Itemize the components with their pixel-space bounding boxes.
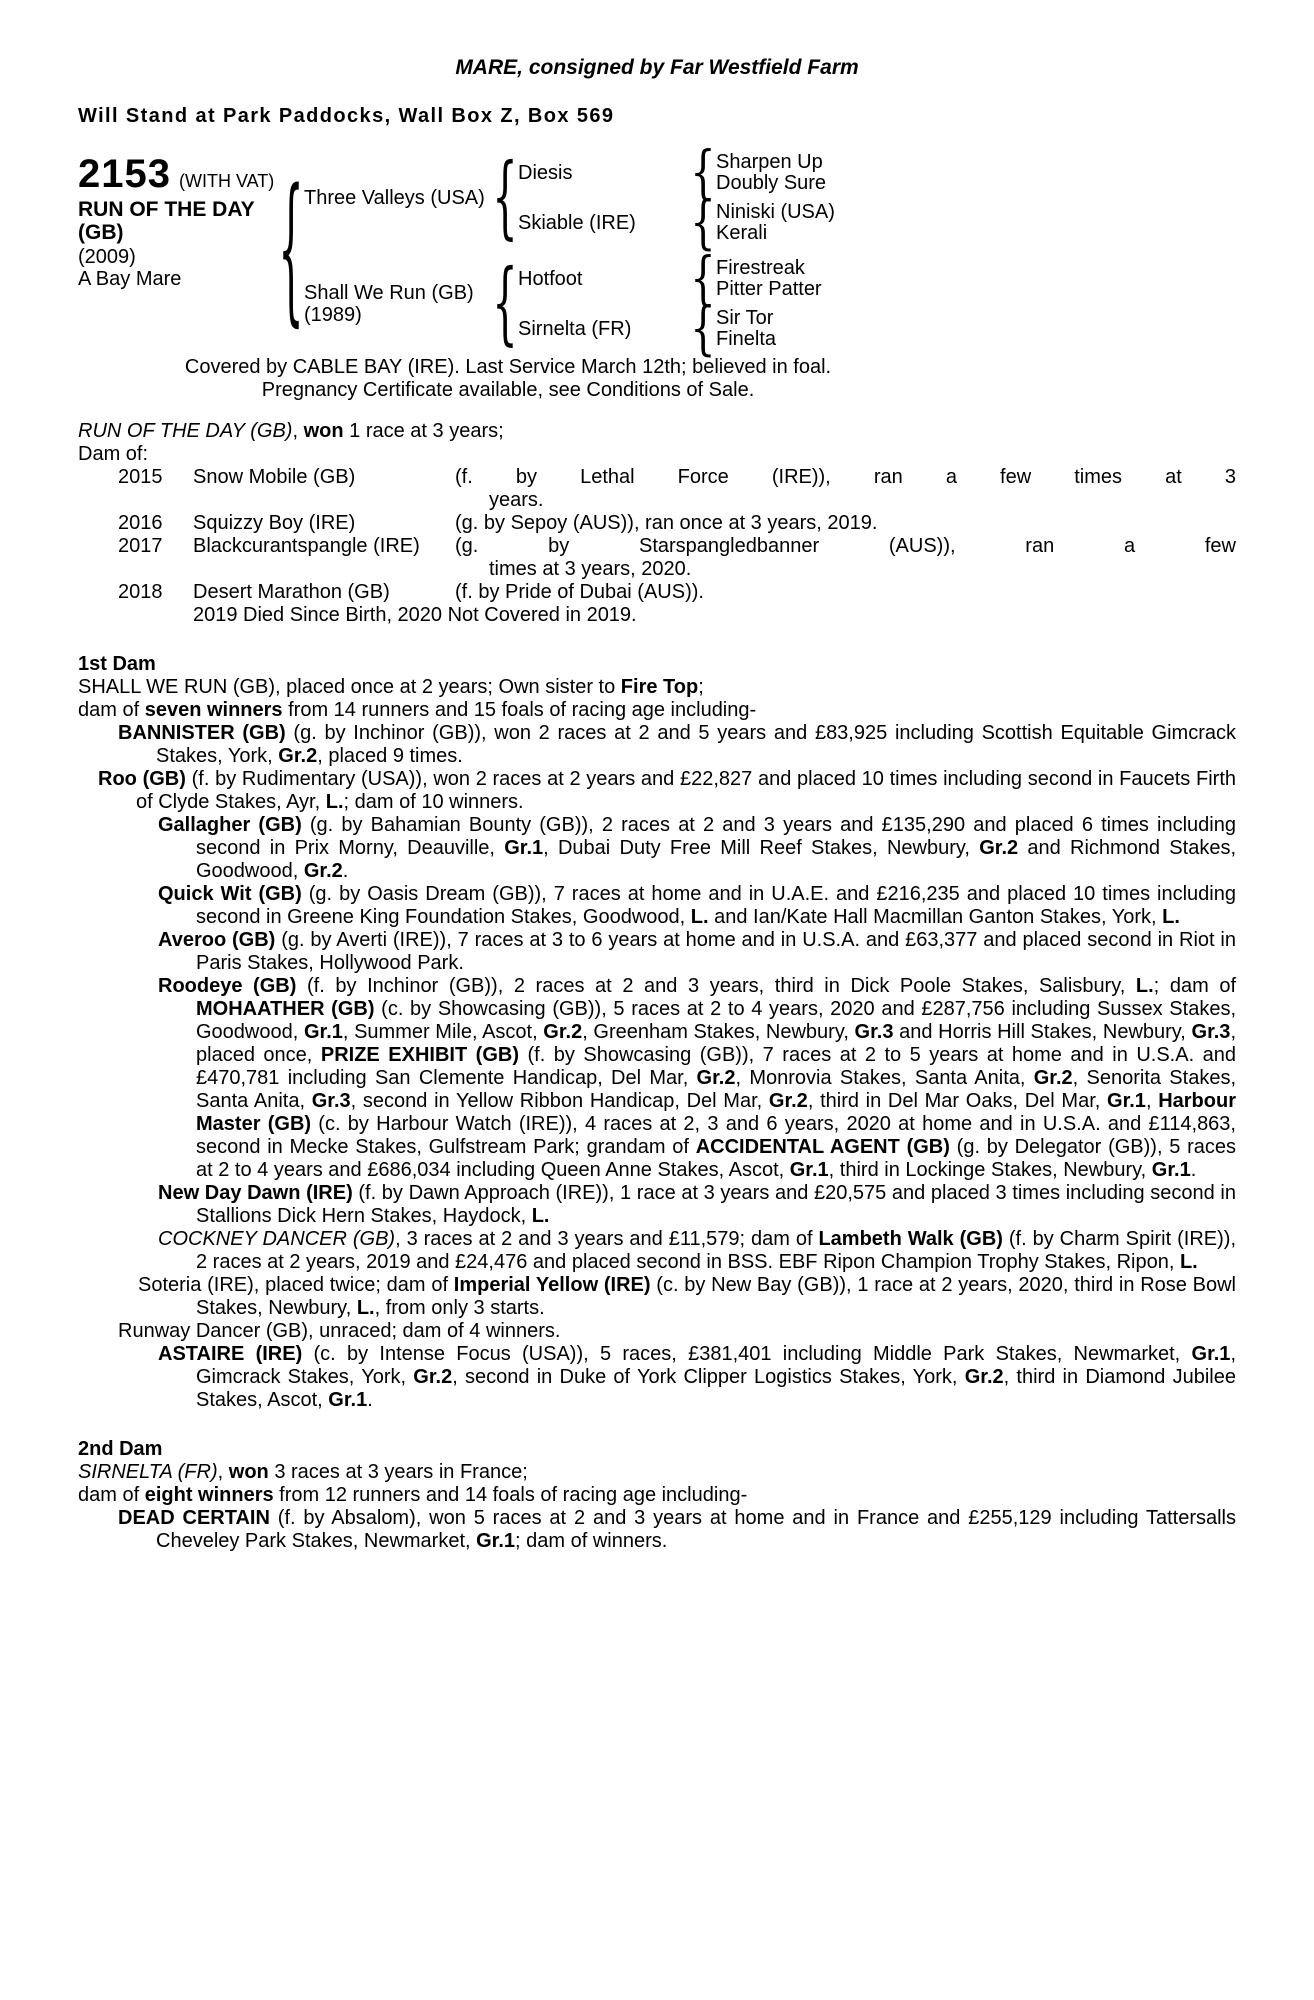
produce-desc-line: (g. by Starspangledbanner (AUS)), ran a few (455, 535, 1236, 557)
produce-name: Snow Mobile (GB) (193, 466, 356, 488)
text-segment: L. (325, 791, 344, 813)
first-dam-section (78, 653, 1236, 1412)
text-segment: L. (1179, 1251, 1198, 1273)
text-segment: SHALL WE RUN (GB), placed once at 2 years; Own sister to (78, 676, 621, 698)
dam-sire-row (518, 245, 1236, 313)
produce-row (118, 512, 1236, 535)
lot-info (78, 152, 278, 350)
text-segment: , Gimcrack Stakes, York, (196, 1343, 1236, 1388)
horse-name-line1: RUN OF THE DAY (78, 198, 255, 221)
dam-name (304, 282, 492, 326)
text-segment: , (1145, 1090, 1159, 1112)
text-segment: ; dam of 10 winners. (343, 791, 524, 813)
catalogue-paragraph (78, 929, 1236, 975)
produce-desc-line: (g. by Sepoy (AUS)), ran once at 3 years, 2019. (455, 512, 878, 534)
produce-name: Blackcurantspangle (IRE) (193, 535, 420, 557)
great-granddam: Finelta (716, 328, 777, 350)
text-segment: , (217, 1461, 229, 1483)
text-segment: Lambeth Walk (GB) (818, 1228, 1003, 1250)
first-dam-heading: 1st Dam (78, 653, 156, 675)
text-segment: (f. by Showcasing (GB)), 7 races at 2 to 5 years at home and in U.S.A. and £470,781 including San Clemente Handicap, Del Mar, (196, 1044, 1237, 1089)
text-segment: from 12 runners and 14 foals of racing age including- (273, 1484, 748, 1506)
brace-sire-sire: { (690, 139, 716, 207)
text-segment: , third in Diamond Jubilee Stakes, Ascot, (196, 1366, 1236, 1411)
catalogue-paragraph (78, 722, 1236, 768)
text-segment: , third in Del Mar Oaks, Del Mar, (807, 1090, 1108, 1112)
produce-desc (455, 535, 1236, 581)
sire-row (304, 139, 1236, 257)
second-dam-heading: 2nd Dam (78, 1438, 163, 1460)
dam-of-label: Dam of: (78, 443, 149, 465)
text-segment: . (342, 860, 349, 882)
catalogue-paragraph (78, 1274, 1236, 1320)
text-segment: (f. by Rudimentary (USA)), won 2 races at 2 years and £22,827 and placed 10 times including second in Faucets Firth of Clyde Stakes, Ayr, (136, 768, 1236, 813)
text-segment: RUN OF THE DAY (GB) (78, 420, 293, 442)
text-segment: ; (698, 676, 704, 698)
text-segment: 3 races at 3 years in France; (268, 1461, 528, 1483)
brace-dam-sire: { (690, 245, 716, 313)
produce-year: 2015 (118, 466, 163, 488)
text-segment: BANNISTER (GB) (118, 722, 286, 744)
text-segment: Roo (GB) (98, 768, 186, 790)
great-granddam: Pitter Patter (716, 278, 822, 300)
foaling-year: (2009) (78, 246, 136, 268)
sire-dam-row (518, 189, 1236, 257)
text-segment: Harbour Master (GB) (196, 1090, 1236, 1135)
text-segment: Gr.2 (768, 1090, 808, 1112)
sire-sire-parents (716, 152, 1236, 194)
catalogue-paragraph (78, 883, 1236, 929)
text-segment: (c. by Intense Focus (USA)), 5 races, £381,401 including Middle Park Stakes, Newmarket, (302, 1343, 1192, 1365)
produce-desc (455, 512, 1236, 535)
brace-dam-parents: { (492, 252, 518, 356)
covering-line1: Covered by CABLE BAY (IRE). Last Service March 12th; believed in foal. (184, 356, 832, 378)
text-segment: , Monrovia Stakes, Santa Anita, (735, 1067, 1034, 1089)
text-segment: , Senorita Stakes, Santa Anita, (196, 1067, 1236, 1112)
text-segment: Gr.1 (328, 1389, 368, 1411)
text-segment: L. (690, 906, 709, 928)
race-record (78, 420, 1236, 627)
text-segment: eight winners (144, 1484, 274, 1506)
text-segment: ASTAIRE (IRE) (158, 1343, 303, 1365)
text-segment: Gr.2 (964, 1366, 1004, 1388)
produce-desc (455, 581, 1236, 604)
text-segment: and Richmond Stakes, Goodwood, (196, 837, 1236, 882)
text-segment: Gr.2 (696, 1067, 736, 1089)
text-segment: (f. by Dawn Approach (IRE)), 1 race at 3 years and £20,575 and placed 3 times including second in Stallions Dick Hern Stakes, Haydock, (196, 1182, 1236, 1227)
text-segment: 1 race at 3 years; (343, 420, 504, 442)
text-segment: won (303, 420, 344, 442)
text-segment: won (228, 1461, 269, 1483)
text-segment: . (367, 1389, 373, 1411)
sire-sire-name: Diesis (518, 162, 573, 184)
text-segment: Gr.1 (476, 1530, 516, 1552)
dam-dam-row (518, 295, 1236, 363)
text-segment: New Day Dawn (IRE) (158, 1182, 353, 1204)
text-segment: Gr.1 (1107, 1090, 1146, 1112)
catalogue-paragraph (78, 1182, 1236, 1228)
consignment-title: MARE, consigned by Far Westfield Farm (455, 56, 859, 79)
sire-name: Three Valleys (USA) (304, 187, 485, 209)
text-segment: (g. by Oasis Dream (GB)), 7 races at home and in U.A.E. and £216,235 and placed 10 times including second in Greene King Foundation Stakes, Goodwood, (196, 883, 1236, 928)
text-segment: (g. by Inchinor (GB)), won 2 races at 2 and 5 years and £83,925 including Scottish Equitable Gimcrack Stakes, York, (156, 722, 1236, 767)
text-segment: (f. by Inchinor (GB)), 2 races at 2 and 3 years, third in Dick Poole Stakes, Salisbury, (296, 975, 1136, 997)
catalogue-paragraph (78, 1461, 1236, 1484)
great-granddam: Doubly Sure (716, 172, 827, 194)
dam-sire-name: Hotfoot (518, 268, 583, 290)
produce-name: Squizzy Boy (IRE) (193, 512, 356, 534)
text-segment: ACCIDENTAL AGENT (GB) (695, 1136, 950, 1158)
horse-description: A Bay Mare (78, 268, 182, 290)
produce-name: Desert Marathon (GB) (193, 581, 390, 603)
text-segment: SIRNELTA (FR) (78, 1461, 218, 1483)
text-segment: MOHAATHER (GB) (196, 998, 375, 1020)
produce-record (78, 466, 1236, 604)
second-dam-section (78, 1438, 1236, 1553)
text-segment: L. (531, 1205, 550, 1227)
produce-desc-line: (f. by Lethal Force (IRE)), ran a few times at 3 (455, 466, 1236, 488)
text-segment: Gr.2 (303, 860, 343, 882)
text-segment: PRIZE EXHIBIT (GB) (320, 1044, 519, 1066)
text-segment: L. (1162, 906, 1180, 928)
text-segment: Gr.2 (278, 745, 318, 767)
text-segment: Gr.2 (413, 1366, 453, 1388)
sire-grandparents (518, 139, 1236, 257)
text-segment: L. (356, 1297, 375, 1319)
lot-line (78, 154, 278, 194)
horse-name-line2: (GB) (78, 221, 124, 244)
stand-location: Will Stand at Park Paddocks, Wall Box Z, Box 569 (78, 105, 615, 127)
catalogue-paragraph (78, 1343, 1236, 1412)
covering-note (78, 356, 938, 402)
sire-dam-parents (716, 202, 1236, 244)
text-segment: Gr.1 (1151, 1159, 1191, 1181)
produce-desc-line: times at 3 years, 2020. (489, 558, 692, 580)
great-grandsire: Sharpen Up (716, 151, 823, 173)
text-segment: Gr.3 (1191, 1021, 1231, 1043)
catalogue-paragraph (78, 768, 1236, 814)
text-segment: (f. by Absalom), won 5 races at 2 and 3 years at home and in France and £255,129 including Tattersalls Cheveley Park Stakes, Newmarket, (156, 1507, 1236, 1552)
text-segment: Gr.1 (1191, 1343, 1231, 1365)
produce-year: 2017 (118, 535, 163, 557)
text-segment: , placed 9 times. (317, 745, 463, 767)
text-segment: Gr.2 (1033, 1067, 1073, 1089)
text-segment: , from only 3 starts. (374, 1297, 545, 1319)
produce-row (118, 466, 1236, 512)
text-segment: DEAD CERTAIN (118, 1507, 270, 1529)
catalogue-paragraph (78, 1228, 1236, 1274)
race-record-intro (78, 420, 1236, 443)
pedigree-tree (278, 139, 1236, 363)
brace-parents: { (278, 159, 304, 343)
text-segment: COCKNEY DANCER (GB) (158, 1228, 396, 1250)
brace-dam-dam: { (690, 295, 716, 363)
text-segment: ; dam of (1153, 975, 1237, 997)
text-segment: , Greenham Stakes, Newbury, (582, 1021, 855, 1043)
text-segment: Soteria (IRE), placed twice; dam of (138, 1274, 454, 1296)
text-segment: , second in Duke of York Clipper Logistics Stakes, York, (452, 1366, 965, 1388)
text-segment: Roodeye (GB) (158, 975, 297, 997)
produce-row (118, 535, 1236, 581)
text-segment: , third in Lockinge Stakes, Newbury, (828, 1159, 1152, 1181)
text-segment: dam of (78, 699, 145, 721)
text-segment: . (1190, 1159, 1197, 1181)
great-granddam: Kerali (716, 222, 768, 244)
text-segment: , second in Yellow Ribbon Handicap, Del Mar, (350, 1090, 769, 1112)
brace-sire-parents: { (492, 146, 518, 250)
text-segment: (g. by Bahamian Bounty (GB)), 2 races at 2 and 3 years and £135,290 and placed 6 times including second in Prix Morny, Deauville, (196, 814, 1236, 859)
sire-dam-name: Skiable (IRE) (518, 212, 636, 234)
text-segment: (c. by New Bay (GB)), 1 race at 2 years, 2020, third in Rose Bowl Stakes, Newbury, (196, 1274, 1237, 1319)
text-segment: (c. by Harbour Watch (IRE)), 4 races at 2, 3 and 6 years, 2020 at home and in U.S.A. and £114,863, second in Mecke Stakes, Gulfstream Park; grandam of (196, 1113, 1236, 1158)
text-segment: (f. by Charm Spirit (IRE)), 2 races at 2 years, 2019 and £24,476 and placed second in BSS. EBF Ripon Champion Trophy Stakes, Ripon, (196, 1228, 1236, 1273)
dam-grandparents (518, 245, 1236, 363)
text-segment: Gr.1 (504, 837, 544, 859)
text-segment: and Horris Hill Stakes, Newbury, (893, 1021, 1192, 1043)
text-segment: (g. by Averti (IRE)), 7 races at 3 to 6 years at home and in U.S.A. and £63,377 and placed second in Riot in Paris Stakes, Hollywood Park. (196, 929, 1236, 974)
text-segment: Gr.2 (979, 837, 1019, 859)
text-segment: Quick Wit (GB) (158, 883, 302, 905)
text-segment: Gr.1 (789, 1159, 829, 1181)
text-segment: L. (1135, 975, 1154, 997)
text-segment: Fire Top (620, 676, 699, 698)
text-segment: Averoo (GB) (158, 929, 276, 951)
lot-number: 2153 (78, 152, 171, 196)
dam-dam-parents (716, 308, 1236, 350)
text-segment: Gr.2 (543, 1021, 583, 1043)
dam-row (304, 245, 1236, 363)
vat-note: (WITH VAT) (178, 171, 275, 191)
produce-note: 2019 Died Since Birth, 2020 Not Covered in 2019. (193, 604, 637, 626)
text-segment: and Ian/Kate Hall Macmillan Ganton Stakes, York, (708, 906, 1163, 928)
covering-line2: Pregnancy Certificate available, see Conditions of Sale. (261, 379, 755, 401)
text-segment: , Dubai Duty Free Mill Reef Stakes, Newbury, (543, 837, 980, 859)
produce-desc-line: years. (489, 489, 544, 511)
text-segment: (c. by Showcasing (GB)), 5 races at 2 to 4 years, 2020 and £287,756 including Sussex Stakes, Goodwood, (196, 998, 1237, 1043)
pedigree-block (78, 139, 1236, 363)
catalogue-paragraph (78, 975, 1236, 1182)
first-dam-paragraphs (78, 676, 1236, 1412)
text-segment: seven winners (144, 699, 283, 721)
text-segment: from 14 runners and 15 foals of racing age including- (282, 699, 757, 721)
great-grandsire: Firestreak (716, 257, 805, 279)
text-segment: Runway Dancer (GB), unraced; dam of 4 winners. (118, 1320, 561, 1342)
text-segment: Gallagher (GB) (158, 814, 302, 836)
produce-desc-line: (f. by Pride of Dubai (AUS)). (455, 581, 704, 603)
brace-sire-dam: { (690, 189, 716, 257)
produce-row (118, 581, 1236, 604)
great-grandsire: Sir Tor (716, 307, 774, 329)
text-segment: Imperial Yellow (IRE) (453, 1274, 651, 1296)
catalogue-paragraph (78, 1507, 1236, 1553)
text-segment: Gr.1 (303, 1021, 343, 1043)
dam-dam-name: Sirnelta (FR) (518, 318, 632, 340)
dam-sire-parents (716, 258, 1236, 300)
text-segment: , (292, 420, 304, 442)
dam-year: (1989) (304, 304, 362, 326)
dam-name-line: Shall We Run (GB) (304, 282, 474, 304)
catalogue-paragraph (78, 676, 1236, 699)
text-segment: (g. by Delegator (GB)), 5 races at 2 to 4 years and £686,034 including Queen Anne Stakes, Ascot, (196, 1136, 1237, 1181)
catalogue-paragraph (78, 699, 1236, 722)
produce-year: 2016 (118, 512, 163, 534)
text-segment: , placed once, (196, 1021, 1236, 1066)
pedigree-parents (304, 139, 1236, 363)
text-segment: Gr.3 (311, 1090, 351, 1112)
produce-desc (455, 466, 1236, 512)
great-grandsire: Niniski (USA) (716, 201, 835, 223)
text-segment: ; dam of winners. (515, 1530, 668, 1552)
produce-year: 2018 (118, 581, 163, 603)
text-segment: Gr.3 (854, 1021, 894, 1043)
text-segment: dam of (78, 1484, 145, 1506)
text-segment: , 3 races at 2 and 3 years and £11,579; dam of (395, 1228, 819, 1250)
catalogue-paragraph (78, 814, 1236, 883)
second-dam-paragraphs (78, 1461, 1236, 1553)
catalogue-paragraph (78, 1484, 1236, 1507)
sire-sire-row (518, 139, 1236, 207)
catalogue-paragraph (78, 1320, 1236, 1343)
text-segment: , Summer Mile, Ascot, (342, 1021, 544, 1043)
